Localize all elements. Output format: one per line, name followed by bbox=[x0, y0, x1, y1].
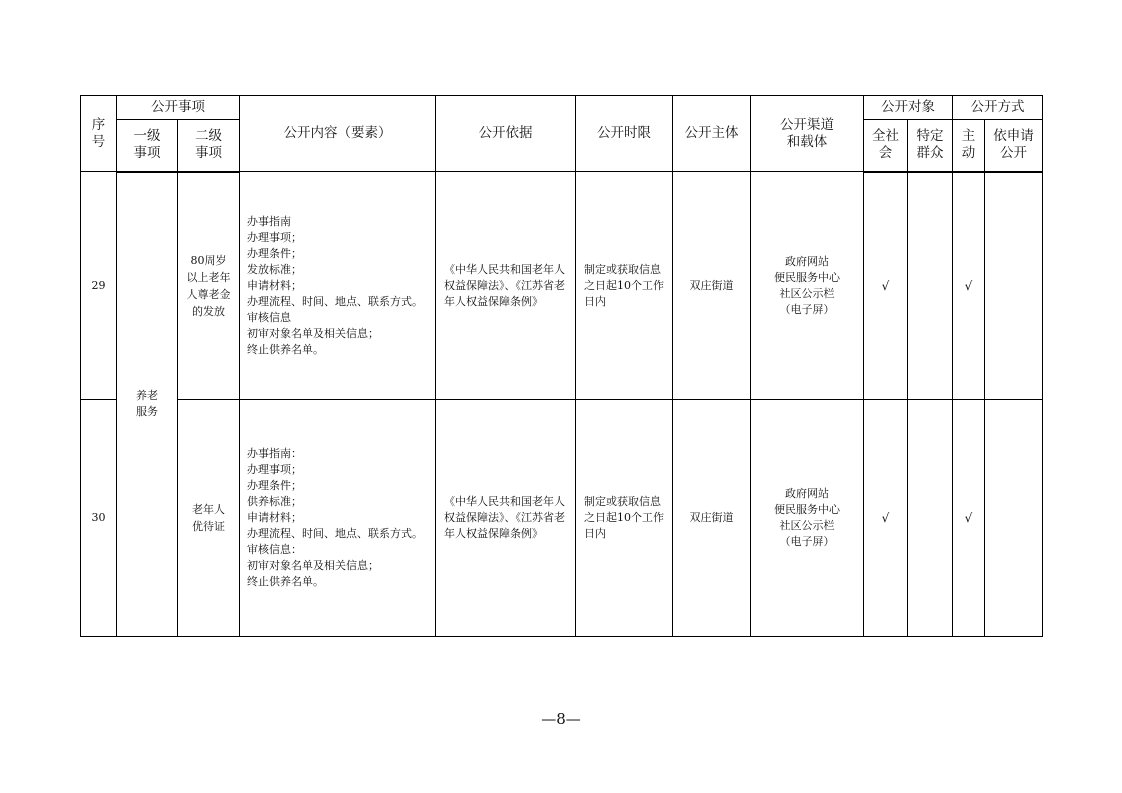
row-seq: 30 bbox=[81, 400, 117, 637]
mode-apply-check bbox=[985, 400, 1043, 637]
row-seq: 29 bbox=[81, 172, 117, 400]
header-matter: 公开事项 bbox=[117, 96, 240, 120]
table-row bbox=[81, 400, 1043, 637]
basis-cell: 《中华人民共和国老年人权益保障法》、《江苏省老年人权益保障条例》 bbox=[436, 400, 576, 637]
header-target-all: 全社会 bbox=[864, 120, 908, 172]
header-content: 公开内容（要素） bbox=[240, 96, 436, 172]
level1-cell: 养老服务 bbox=[117, 172, 178, 637]
target-all-check: √ bbox=[864, 400, 908, 637]
mode-active-check: √ bbox=[953, 400, 985, 637]
header-mode-apply: 依申请公开 bbox=[985, 120, 1043, 172]
header-target: 公开对象 bbox=[864, 96, 953, 120]
header-mode: 公开方式 bbox=[953, 96, 1043, 120]
header-channel: 公开渠道和载体 bbox=[751, 96, 864, 172]
header-mode-active: 主动 bbox=[953, 120, 985, 172]
subject-cell: 双庄街道 bbox=[673, 400, 751, 637]
header-level2: 二级事项 bbox=[178, 120, 240, 172]
page-number: —8— bbox=[541, 710, 581, 728]
channel-cell: 政府网站 便民服务中心 社区公示栏 （电子屏） bbox=[751, 400, 864, 637]
content-cell: 办事指南 办理事项； 办理条件； 发放标准； 申请材料； 办理流程、时间、地点、联系方式。 审核信息 初审对象名单及相关信息； 终止供养名单。 bbox=[240, 172, 436, 400]
header-seq: 序号 bbox=[81, 96, 117, 172]
header-subject: 公开主体 bbox=[673, 96, 751, 172]
header-basis: 公开依据 bbox=[436, 96, 576, 172]
target-specific-check bbox=[908, 172, 953, 400]
basis-cell: 《中华人民共和国老年人权益保障法》、《江苏省老年人权益保障条例》 bbox=[436, 172, 576, 400]
header-time-limit: 公开时限 bbox=[576, 96, 673, 172]
disclosure-table bbox=[80, 95, 1043, 637]
mode-apply-check bbox=[985, 172, 1043, 400]
content-cell: 办事指南： 办理事项； 办理条件； 供养标准； 申请材料； 办理流程、时间、地点、联系方式。 审核信息： 初审对象名单及相关信息； 终止供养名单。 bbox=[240, 400, 436, 637]
target-all-check: √ bbox=[864, 172, 908, 400]
header-target-specific: 特定群众 bbox=[908, 120, 953, 172]
mode-active-check: √ bbox=[953, 172, 985, 400]
target-specific-check bbox=[908, 400, 953, 637]
table-row bbox=[81, 172, 1043, 400]
time-limit-cell: 制定或获取信息之日起10个工作日内 bbox=[576, 400, 673, 637]
time-limit-cell: 制定或获取信息之日起10个工作日内 bbox=[576, 172, 673, 400]
level2-cell: 老年人优待证 bbox=[178, 400, 240, 637]
level2-cell: 80周岁以上老年人尊老金的发放 bbox=[178, 172, 240, 400]
header-level1: 一级事项 bbox=[117, 120, 178, 172]
subject-cell: 双庄街道 bbox=[673, 172, 751, 400]
channel-cell: 政府网站 便民服务中心 社区公示栏 （电子屏） bbox=[751, 172, 864, 400]
